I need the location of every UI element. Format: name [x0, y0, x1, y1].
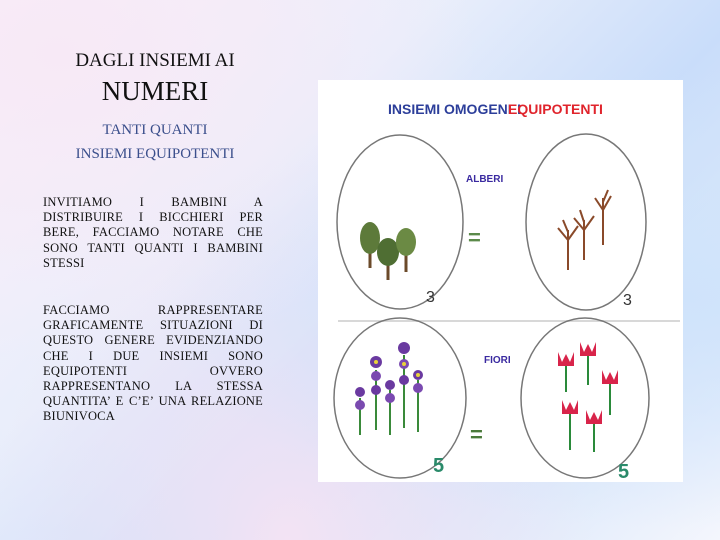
count-top-right: 3 — [623, 292, 632, 309]
bare-tree-icon — [558, 220, 578, 270]
flower-icon — [355, 387, 365, 435]
drawing-svg — [318, 80, 683, 482]
slide-subtitle — [40, 118, 270, 166]
set-circle-bottom-left — [334, 318, 466, 478]
tree-icon — [360, 222, 380, 268]
set-circle-bottom-right — [521, 318, 649, 478]
tulip-icon — [558, 352, 574, 392]
heading-left-text: INSIEMI OMOGENEI — [388, 101, 522, 117]
flower-icon — [370, 356, 382, 430]
count-bottom-right: 5 — [618, 461, 630, 482]
equals-sign-bottom: = — [470, 422, 483, 447]
tulip-icon — [580, 342, 596, 385]
set-circle-top-right — [526, 134, 646, 310]
paragraph-graphic-representation: FACCIAMO RAPPRESENTARE GRAFICAMENTE SITUAZIONI DI QUESTO GENERE EVIDENZIANDO CHE I DUE INSIEMI SONO EQUIPOTENTI OVVERO RAPPRESENTANO LA STESSA QUANTITA’ E C’E’ UNA RELAZIONE BIUNIVOCA — [43, 303, 263, 424]
tulip-icon — [562, 400, 578, 450]
count-top-left: 3 — [426, 289, 435, 306]
label-trees: ALBERI — [466, 174, 504, 185]
tulip-icon — [586, 410, 602, 452]
slide-title — [40, 50, 270, 107]
label-flowers: FIORI — [484, 355, 511, 366]
equals-sign-top: = — [468, 225, 481, 250]
subtitle-line-2: INSIEMI EQUIPOTENTI — [75, 146, 235, 162]
title-line-2: NUMERI — [101, 76, 209, 106]
bare-tree-icon — [595, 190, 611, 245]
title-line-1: DAGLI INSIEMI AI — [75, 50, 235, 71]
heading-right-text: EQUIPOTENTI — [508, 101, 603, 117]
subtitle-line-1: TANTI QUANTI — [102, 122, 208, 138]
children-drawing-image — [318, 80, 683, 482]
paragraph-distribute-cups: INVITIAMO I BAMBINI A DISTRIBUIRE I BICCHIERI PER BERE, FACCIAMO NOTARE CHE SONO TANTI QUANTI I BAMBINI STESSI — [43, 195, 263, 270]
count-bottom-left: 5 — [433, 455, 445, 477]
tulip-icon — [602, 370, 618, 415]
flower-icon — [398, 342, 410, 428]
bare-tree-icon — [574, 210, 594, 260]
tree-icon — [396, 228, 416, 272]
flower-icon — [413, 370, 423, 432]
tree-icon — [377, 238, 399, 280]
set-circle-top-left — [337, 135, 463, 309]
flower-icon — [385, 380, 395, 435]
